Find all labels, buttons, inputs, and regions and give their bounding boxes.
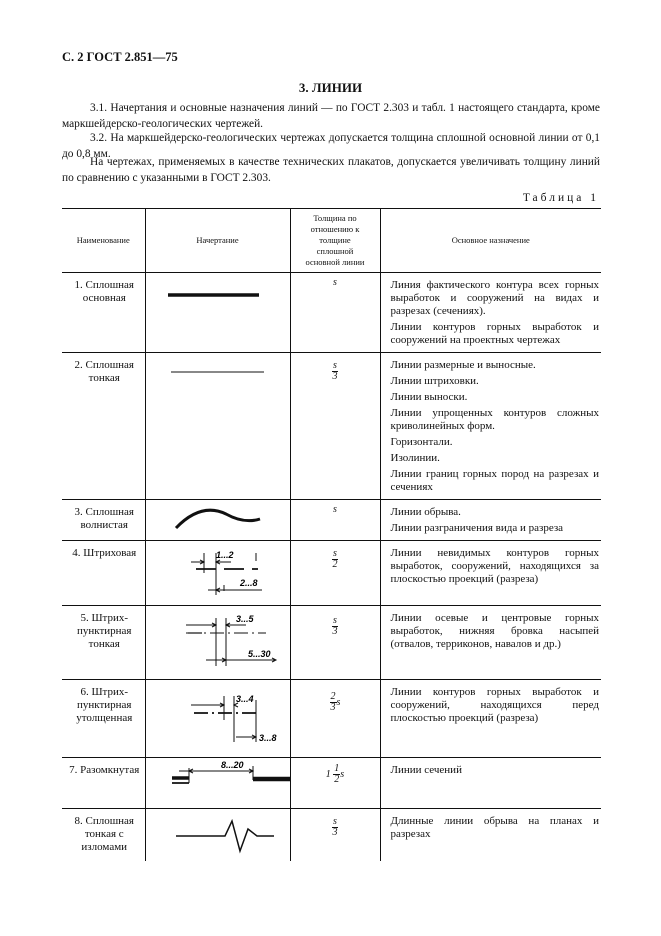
line-drawing-solid-main <box>145 273 290 353</box>
header-name: Наименование <box>62 209 145 273</box>
row-purpose: Линии невидимых контуров горных выработок, сооружений, находящихся за плоскостью проекций (разреза) <box>380 541 601 606</box>
header-purpose: Основное назначение <box>380 209 601 273</box>
svg-text:2...8: 2...8 <box>239 578 258 588</box>
line-drawing-zigzag <box>145 809 290 861</box>
line-drawing-wavy <box>145 500 290 541</box>
row-name: 6. Штрих-пунктирная утолщенная <box>62 680 145 758</box>
table-caption: Таблица 1 <box>522 192 599 204</box>
svg-text:3...5: 3...5 <box>235 614 254 624</box>
row-thickness: $\frac{s}{3}$ <box>290 353 380 500</box>
table-row <box>62 273 601 353</box>
svg-text:1...2: 1...2 <box>215 550 234 560</box>
row-purpose: Длинные линии обрыва на планах и разрезах <box>380 809 601 861</box>
row-purpose: Линии размерные и выносные. Линии штриховки. Линии выноски. Линии упрощенных контуров сложных криволинейных форм. Горизонтали. Изолинии. Линии границ горных пород на разрезах и сечениях <box>380 353 601 500</box>
table-row <box>62 680 601 758</box>
row-thickness: $\frac{s}{3}$ <box>290 606 380 680</box>
paragraph-3-1: 3.1. Начертания и основные назначения линий — по ГОСТ 2.303 и табл. 1 настоящего стандарта, кроме маркшейдерско-геологических чертежей. <box>62 102 600 130</box>
svg-text:5...30: 5...30 <box>247 649 271 659</box>
line-drawing-open <box>145 758 290 809</box>
table-row <box>62 606 601 680</box>
svg-text:3...8: 3...8 <box>258 733 277 743</box>
header-thickness: Толщина по отношению к толщине сплошной основной линии <box>290 209 380 273</box>
row-name: 1. Сплошная основная <box>62 273 145 353</box>
table-header-row <box>62 209 601 273</box>
table-row <box>62 809 601 861</box>
row-thickness: s <box>290 273 380 353</box>
row-thickness: $\frac{s}{2}$ <box>290 541 380 606</box>
svg-text:8...20: 8...20 <box>220 760 244 770</box>
table-row <box>62 541 601 606</box>
page-header: С. 2 ГОСТ 2.851—75 <box>62 50 178 64</box>
line-drawing-dash-dot-thin <box>145 606 290 680</box>
row-thickness: $\frac{s}{3}$ <box>290 809 380 861</box>
svg-text:3...4: 3...4 <box>235 694 254 704</box>
row-name: 8. Сплошная тонкая с изломами <box>74 815 134 853</box>
paragraph-posters: На чертежах, применяемых в качестве технических плакатов, допускается увеличивать толщину линий по сравнению с указанными в ГОСТ 2.303. <box>62 156 600 184</box>
row-purpose: Линии контуров горных выработок и сооружений, находящихся перед плоскостью проекций (разреза) <box>380 680 601 758</box>
row-purpose: Линии сечений <box>380 758 601 809</box>
row-thickness: $\frac{2}{3}$ s <box>290 680 380 758</box>
row-name: 3. Сплошная волнистая <box>62 500 145 541</box>
row-name: 7. Разомкнутая <box>62 758 145 809</box>
table-row <box>62 758 601 809</box>
table-row <box>62 500 601 541</box>
header-drawing: Начертание <box>145 209 290 273</box>
section-title: 3. ЛИНИИ <box>298 80 363 95</box>
row-name: 5. Штрих-пунктирная тонкая <box>62 606 145 680</box>
row-purpose: Линии обрыва. Линии разграничения вида и разреза <box>380 500 601 541</box>
row-name: 4. Штриховая <box>62 541 145 606</box>
row-thickness: 1 $\frac{1}{2}$ s <box>290 758 380 809</box>
paragraph-3-2: 3.2. На маркшейдерско-геологических чертежах допускается толщина сплошной основной линии от 0,1 до 0,8 мм. <box>62 132 600 160</box>
row-thickness: s <box>290 500 380 541</box>
row-purpose: Линия фактического контура всех горных выработок и сооружений на видах и разрезах (сечениях). Линии контуров горных выработок и сооружений на проектных чертежах <box>380 273 601 353</box>
lines-table <box>62 208 601 861</box>
line-drawing-dashed <box>145 541 290 606</box>
table-row <box>62 353 601 500</box>
row-name: 2. Сплошная тонкая <box>62 353 145 500</box>
line-drawing-dash-dot-thick <box>145 680 290 758</box>
row-purpose: Линии осевые и центровые горных выработок, нижняя бровка насыпей (отвалов, терриконов, навалов и др.) <box>380 606 601 680</box>
line-drawing-solid-thin <box>145 353 290 500</box>
